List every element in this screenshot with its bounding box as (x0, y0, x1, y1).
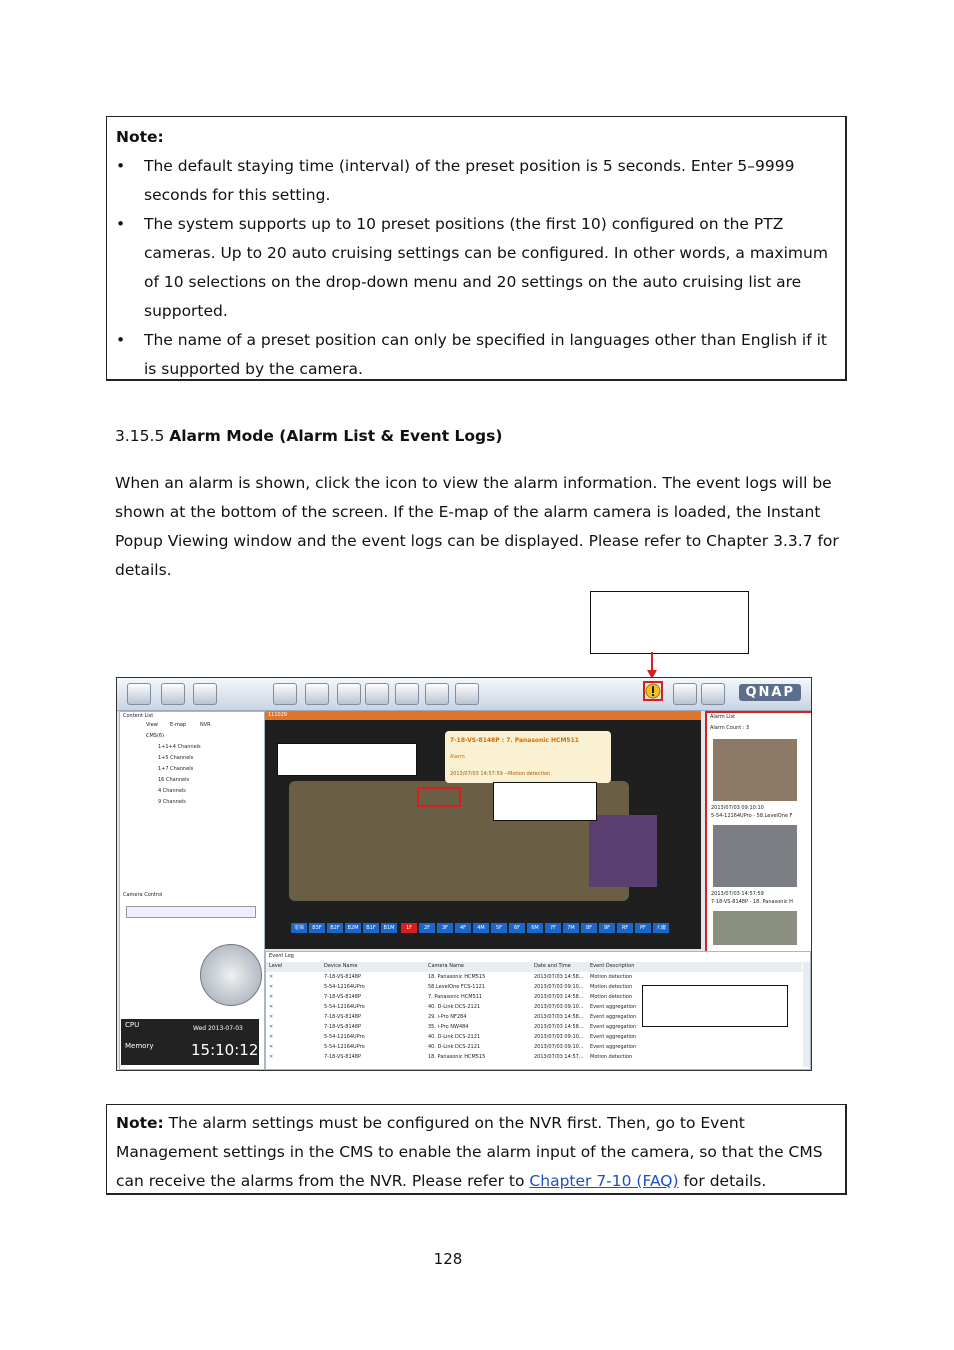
floor-button[interactable]: B1M (381, 923, 397, 933)
floor-button[interactable]: 2F (419, 923, 435, 933)
alarm-camera-marker[interactable] (417, 787, 461, 807)
tab-emap[interactable]: E-map (170, 722, 187, 728)
floor-button[interactable]: B2M (345, 923, 361, 933)
floor-button[interactable]: B1F (363, 923, 379, 933)
alarm-thumbnail[interactable] (713, 825, 797, 887)
status-clock: 15:10:12 (191, 1041, 259, 1059)
floor-button[interactable]: 9F (599, 923, 615, 933)
tab-view[interactable]: View (146, 722, 158, 728)
alarm-time: 2013/07/03 09:10:10 (711, 805, 764, 811)
table-row[interactable]: ✕ 5-54-12164UPro 40. D-Link DCS-2121 2013/07/03 09:10... Event aggregation (269, 1044, 637, 1050)
table-row[interactable]: ✕ 5-54-12164UPro 40. D-Link DCS-2121 2013/07/03 09:10... Event aggregation (269, 1004, 637, 1010)
alarm-list-title: Alarm List (710, 714, 736, 720)
emap-icon[interactable] (273, 683, 297, 705)
layout-1-icon[interactable] (337, 683, 361, 705)
tree-item[interactable]: 9 Channels (158, 799, 186, 805)
floor-button[interactable]: PF (635, 923, 651, 933)
tree-item[interactable]: 16 Channels (158, 777, 190, 783)
refresh-icon[interactable] (305, 683, 329, 705)
floor-button[interactable]: 4M (473, 923, 489, 933)
play-icon[interactable] (161, 683, 185, 705)
popup-alarm: Alarm (450, 754, 465, 760)
popup-event: 2013/07/03 14:57:59 --Motion detection (450, 771, 551, 777)
table-row[interactable]: ✕ 5-54-12164UPro 58.LevelOne FCS-1121 2013/07/03 09:10... Motion detection (269, 984, 633, 990)
tree-item[interactable]: 1+7 Channels (158, 766, 194, 772)
user-icon[interactable] (701, 683, 725, 705)
info-icon[interactable] (673, 683, 697, 705)
note-bullet-3: • The name of a preset position can only be specified in languages other than English if it is supported by the camera. (116, 326, 836, 384)
page-number: 128 (433, 1250, 463, 1268)
floor-button[interactable]: 大廳 (653, 923, 669, 933)
floor-button[interactable]: 7M (563, 923, 579, 933)
table-row[interactable]: ✕ 7-18-VS-8148P 18. Panasonic HCM515 2013/07/03 14:57... Motion detection (269, 1054, 633, 1060)
system-status (121, 1019, 259, 1065)
table-row[interactable]: ✕ 7-18-VS-8148P 29. i-Pro NF284 2013/07/03 14:58... Event aggregation (269, 1014, 637, 1020)
note-bullet-2: • The system supports up to 10 preset positions (the first 10) configured on the PTZ cameras. Up to 20 auto cruising settings can be configured. In other words, a maximum of 10 selections on the drop-down menu and 20 settings on the auto cruising list are supported. (116, 210, 836, 326)
content-list-panel (119, 711, 265, 1070)
layout-4-icon[interactable] (425, 683, 449, 705)
section-heading: 3.15.5 Alarm Mode (Alarm List & Event Logs) (115, 427, 503, 445)
table-row[interactable]: ✕ 5-54-12164UPro 40. D-Link DCS-2121 2013/07/03 09:10... Event aggregation (269, 1034, 637, 1040)
tree-item[interactable]: 1+1+4 Channels (158, 744, 201, 750)
callout-box-popup (277, 743, 417, 776)
note-box-bottom (106, 1104, 847, 1195)
floor-plan-purple-zone (589, 815, 657, 887)
floor-button[interactable]: 4F (455, 923, 471, 933)
tree-item[interactable]: 1+5 Channels (158, 755, 194, 761)
instant-popup (445, 731, 611, 783)
section-paragraph: When an alarm is shown, click the icon to view the alarm information. The event logs will be shown at the bottom of the screen. If the E-map of the alarm camera is loaded, the Instant Popup Viewing window and the event logs can be displayed. Please refer to Chapter 3.3.7 for details. (115, 474, 839, 579)
callout-arrow-down (645, 652, 659, 680)
scrollbar[interactable] (803, 962, 810, 1067)
alarm-device: 7-18-VS-8148P - 18. Panasonic H (711, 899, 793, 905)
camera-select[interactable] (126, 906, 256, 918)
monitor-icon[interactable] (127, 683, 151, 705)
layout-5-icon[interactable] (455, 683, 479, 705)
event-log-title: Event Log (269, 953, 294, 959)
memory-label: Memory (125, 1042, 154, 1050)
qnap-logo: QNAP (739, 684, 801, 701)
event-log-header: Level Device Name Camera Name Date and Time Event Description (266, 962, 802, 972)
popup-title: 7-18-VS-8148P : 7. Panasonic HCM511 (450, 737, 579, 744)
emap-title-bar: 111029 (265, 711, 701, 720)
status-date: Wed 2013-07-03 (193, 1025, 243, 1032)
floor-button[interactable]: 8F (581, 923, 597, 933)
note-bullet-1: • The default staying time (interval) of the preset position is 5 seconds. Enter 5–9999 seconds for this setting. (116, 152, 836, 210)
callout-box-event-log (642, 985, 788, 1027)
alarm-count: Alarm Count : 3 (710, 725, 750, 731)
camera-control-title: Camera Control (123, 892, 163, 898)
alarm-device: 5-54-12164UPro - 58.LevelOne F (711, 813, 793, 819)
note-text: The alarm settings must be configured on the NVR first. Then, go to Event Management settings in the CMS to enable the alarm input of the camera, so that the CMS can receive the alarms from the NVR. Please refer to (116, 1114, 823, 1190)
note-text-end: for details. (678, 1172, 767, 1190)
floor-button-active[interactable]: 1F (401, 923, 417, 933)
bullet-icon: • (116, 331, 126, 349)
alarm-icon[interactable] (643, 681, 663, 701)
tab-nvr[interactable]: NVR (200, 722, 211, 728)
cpu-label: CPU (125, 1021, 140, 1029)
table-row[interactable]: ✕ 7-18-VS-8148P 35. i-Pro NW484 2013/07/03 14:58... Event aggregation (269, 1024, 637, 1030)
faq-link[interactable]: Chapter 7-10 (FAQ) (529, 1172, 679, 1190)
event-log-panel (265, 951, 811, 1070)
table-row[interactable]: ✕ 7-18-VS-8148P 18. Panasonic HCM515 2013/07/03 14:58... Motion detection (269, 974, 633, 980)
note-box-top (106, 116, 847, 381)
ptz-dial[interactable] (200, 944, 262, 1006)
alarm-list-panel (705, 711, 812, 953)
alarm-time: 2013/07/03 14:57:59 (711, 891, 764, 897)
callout-box-alarm-icon (590, 591, 749, 654)
bullet-icon: • (116, 157, 126, 175)
layout-2-icon[interactable] (365, 683, 389, 705)
tree-root[interactable]: CMS(6) (146, 733, 165, 739)
toolbar (117, 678, 811, 711)
floor-button[interactable]: 6M (527, 923, 543, 933)
table-row[interactable]: ✕ 7-18-VS-8148P 7. Panasonic HCM511 2013/07/03 14:58... Motion detection (269, 994, 633, 1000)
alarm-thumbnail[interactable] (713, 739, 797, 801)
settings-icon[interactable] (193, 683, 217, 705)
floor-button[interactable]: 6F (509, 923, 525, 933)
note-label: Note: (116, 1114, 164, 1132)
floor-button[interactable]: 5F (491, 923, 507, 933)
cms-screenshot (116, 677, 812, 1071)
floor-button[interactable]: 電梯 (291, 923, 307, 933)
floor-button[interactable]: B2F (327, 923, 343, 933)
floor-button[interactable]: RF (617, 923, 633, 933)
alarm-thumbnail[interactable] (713, 911, 797, 945)
bullet-icon: • (116, 215, 126, 233)
tree-item[interactable]: 4 Channels (158, 788, 186, 794)
callout-box-camera (493, 782, 597, 821)
floor-button[interactable]: 3F (437, 923, 453, 933)
floor-button[interactable]: 7F (545, 923, 561, 933)
content-list-title: Content List (123, 713, 154, 719)
layout-3-icon[interactable] (395, 683, 419, 705)
note-title: Note: (116, 128, 164, 146)
floor-button[interactable]: B3F (309, 923, 325, 933)
